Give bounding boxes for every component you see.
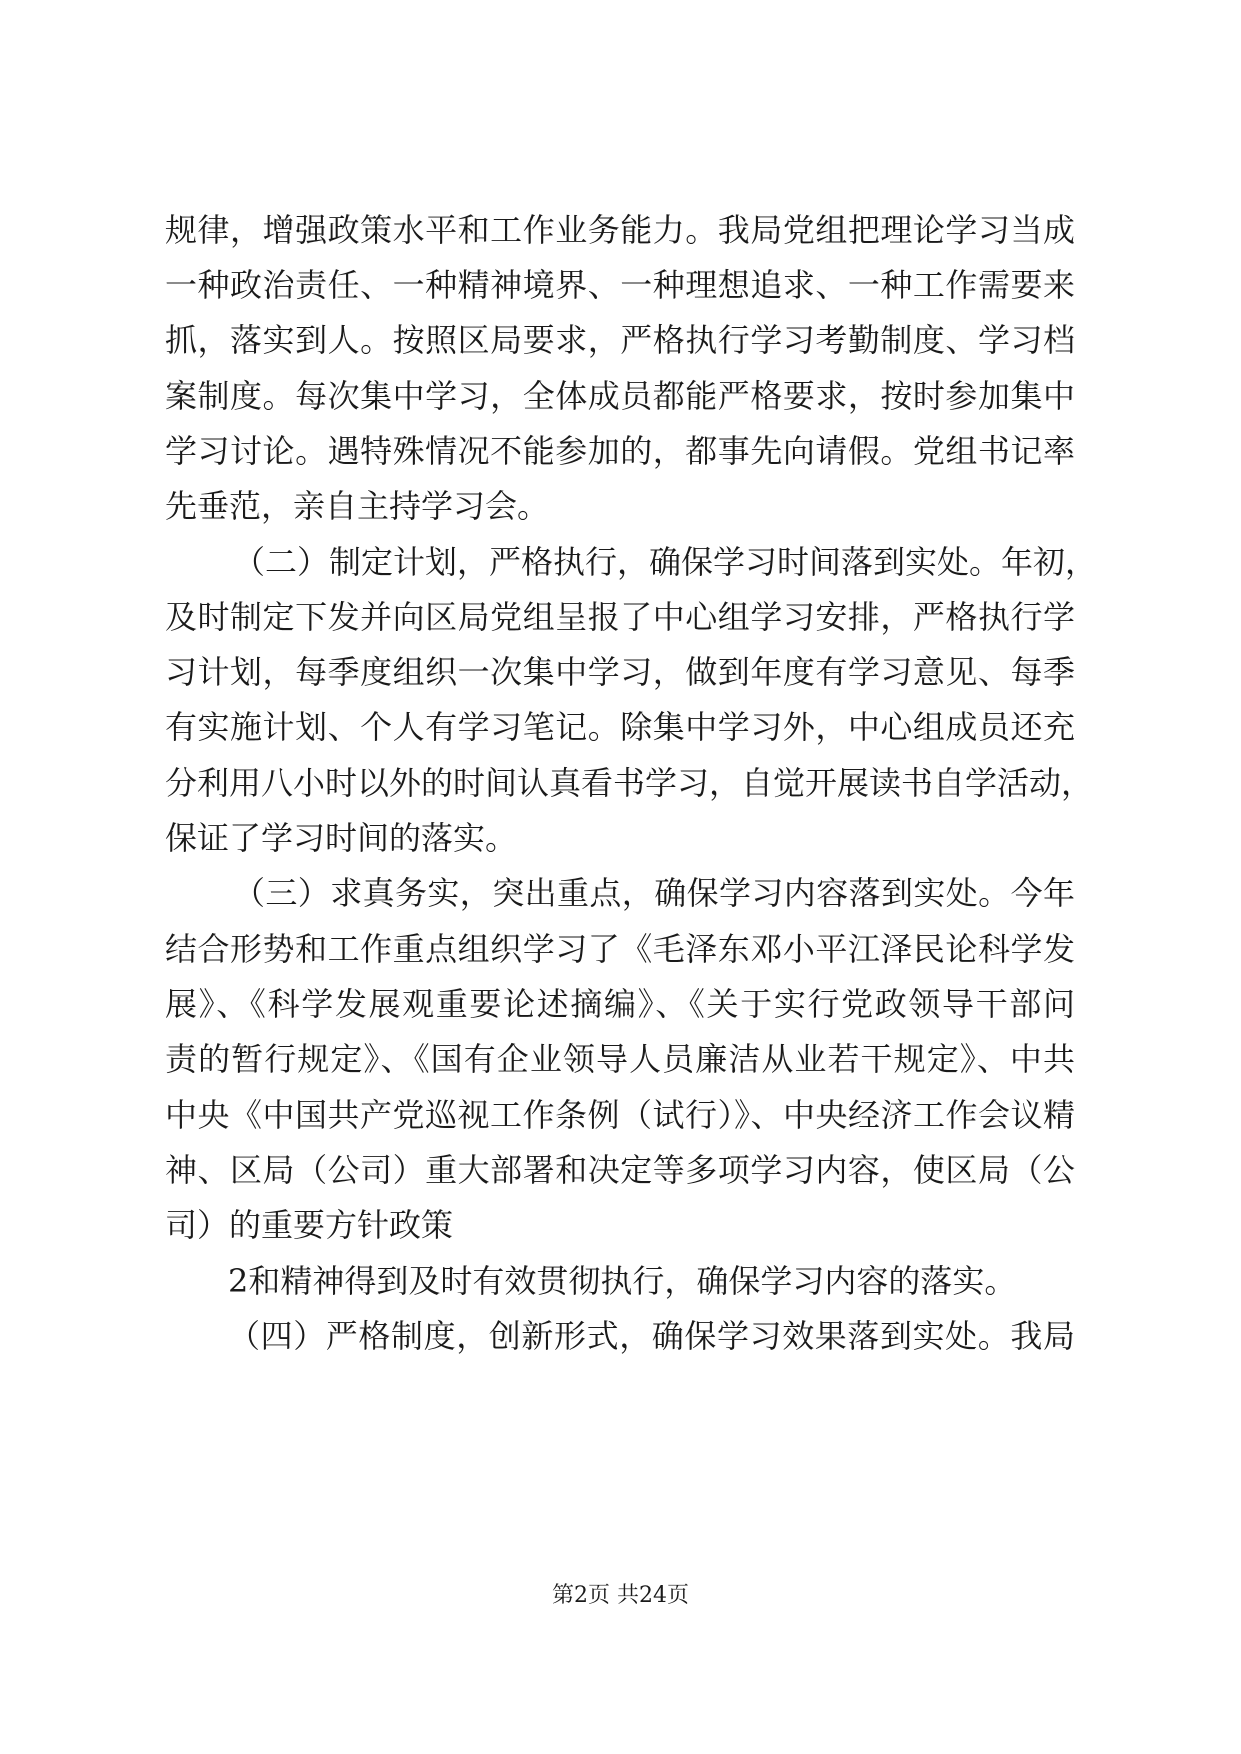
text-line-10: 有实施计划、个人有学习笔记。除集中学习外，中心组成员还充	[165, 708, 1075, 746]
text-line-2: 一种政治责任、一种精神境界、一种理想追求、一种工作需要来	[165, 266, 1075, 304]
text-line-19: 司）的重要方针政策	[165, 1206, 454, 1244]
text-line-3: 抓，落实到人。按照区局要求，严格执行学习考勤制度、学习档	[165, 321, 1075, 359]
text-line-1: 规律，增强政策水平和工作业务能力。我局党组把理论学习当成	[165, 211, 1075, 249]
text-line-20: 2和精神得到及时有效贯彻执行，确保学习内容的落实。	[228, 1262, 1017, 1300]
text-line-15: 展》、《科学发展观重要论述摘编》、《关于实行党政领导干部问	[165, 985, 1075, 1023]
paragraph-4-heading-line: （四）严格制度，创新形式，确保学习效果落到实处。我局	[228, 1317, 1075, 1355]
paragraph-3-heading-line: （三）求真务实，突出重点，确保学习内容落到实处。今年	[233, 874, 1075, 912]
text-line-8: 及时制定下发并向区局党组呈报了中心组学习安排，严格执行学	[165, 598, 1075, 636]
text-line-5: 学习讨论。遇特殊情况不能参加的，都事先向请假。党组书记率	[165, 432, 1075, 470]
paragraph-2-heading-line: （二）制定计划，严格执行，确保学习时间落到实处。年初，	[233, 543, 1098, 581]
text-line-11: 分利用八小时以外的时间认真看书学习，自觉开展读书自学活动，	[165, 764, 1094, 802]
text-line-9: 习计划，每季度组织一次集中学习，做到年度有学习意见、每季	[165, 653, 1075, 691]
text-line-17: 中央《中国共产党巡视工作条例（试行）》、中央经济工作会议精	[165, 1096, 1075, 1134]
text-line-4: 案制度。每次集中学习，全体成员都能严格要求，按时参加集中	[165, 377, 1075, 415]
text-line-14: 结合形势和工作重点组织学习了《毛泽东邓小平江泽民论科学发	[165, 930, 1075, 968]
text-line-18: 神、区局（公司）重大部署和决定等多项学习内容，使区局（公	[165, 1151, 1075, 1189]
text-line-16: 责的暂行规定》、《国有企业领导人员廉洁从业若干规定》、中共	[165, 1040, 1075, 1078]
page-number-footer: 第2页 共24页	[552, 1583, 689, 1608]
text-line-6: 先垂范，亲自主持学习会。	[165, 487, 550, 525]
text-line-12: 保证了学习时间的落实。	[165, 819, 518, 857]
